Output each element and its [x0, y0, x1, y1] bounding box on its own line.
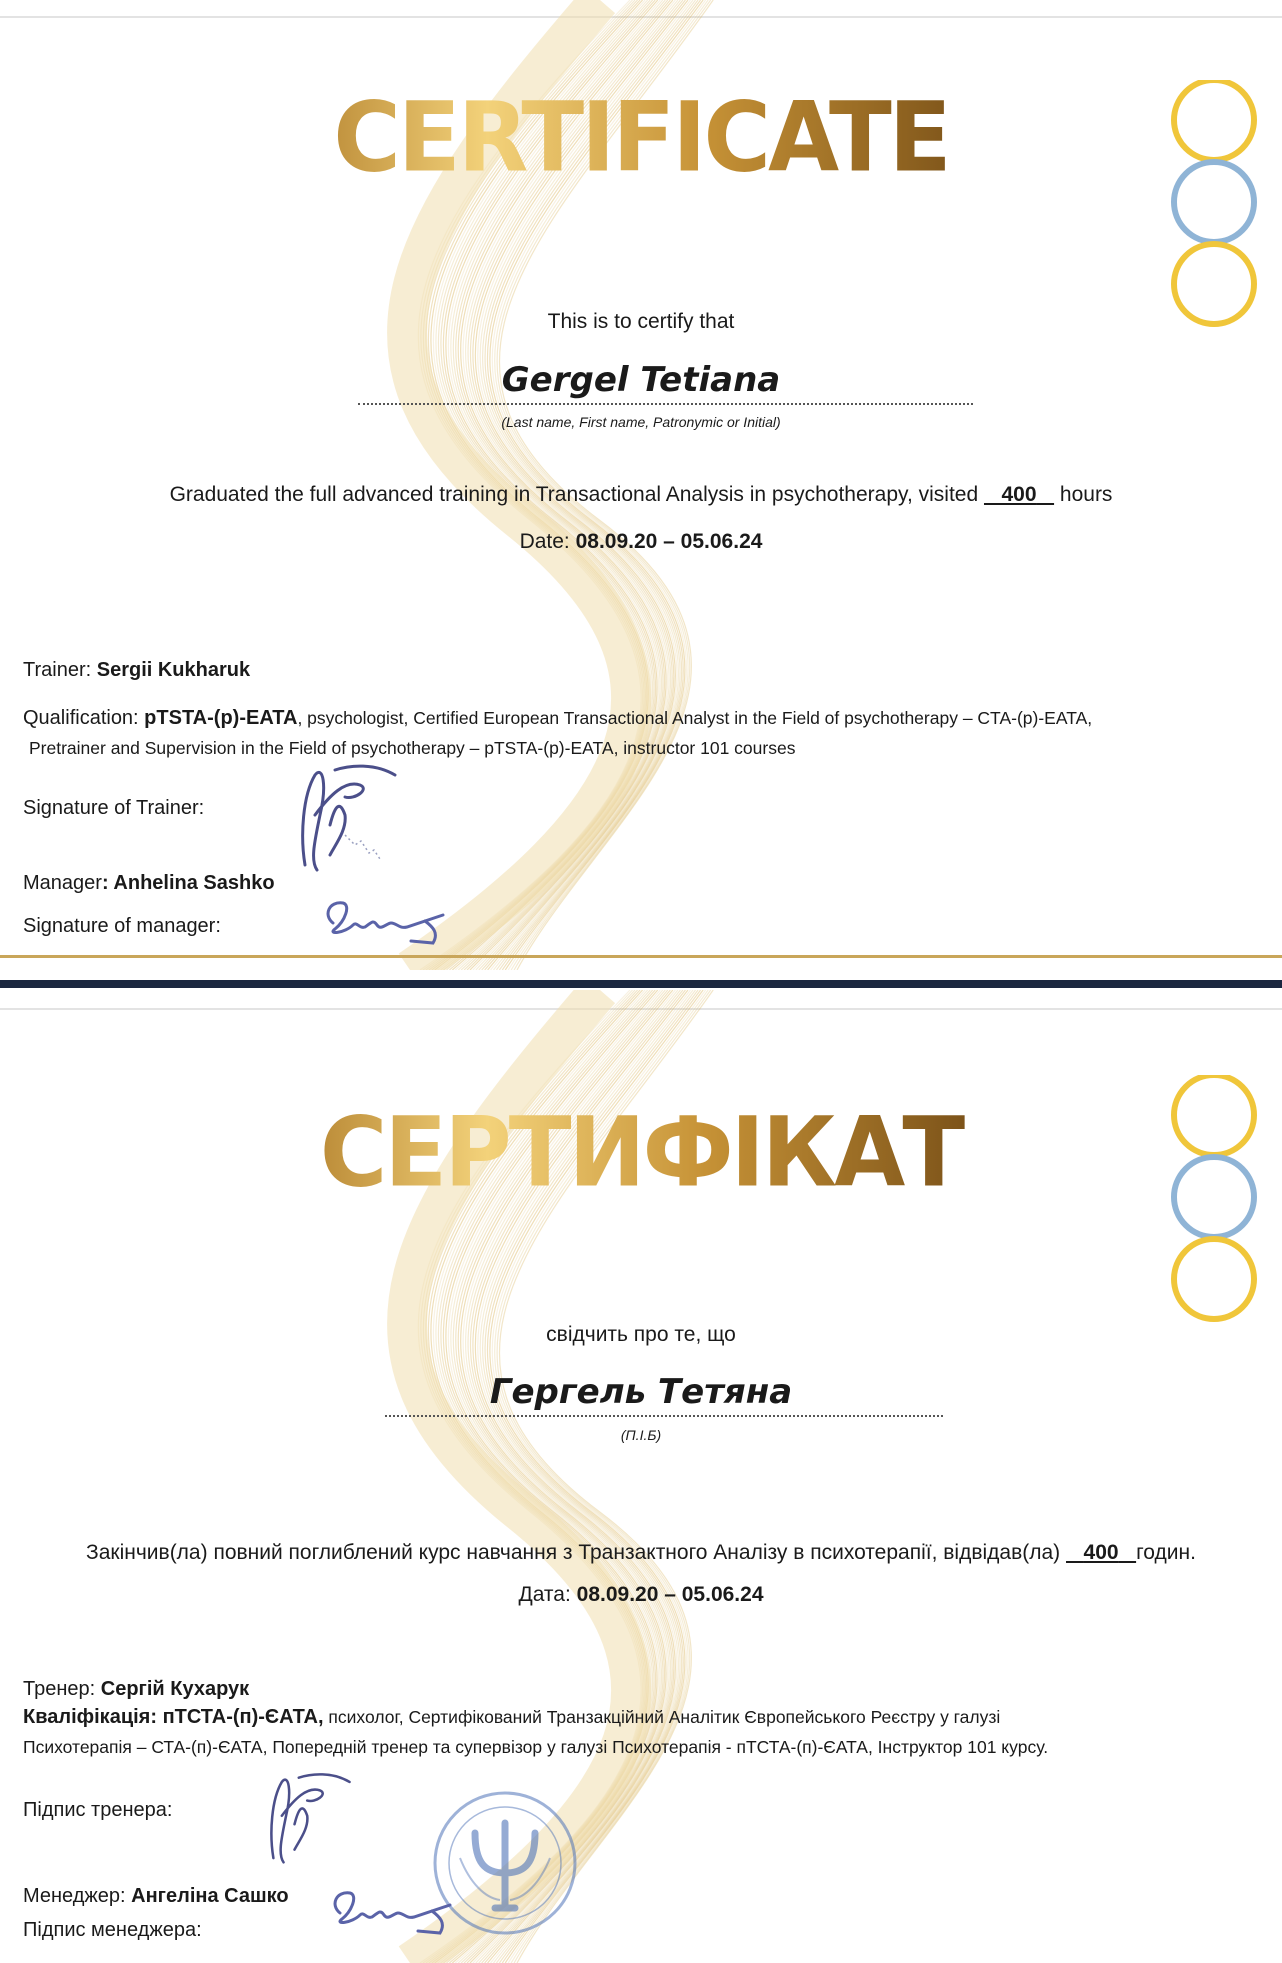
qualification-label: Qualification: — [23, 707, 145, 729]
recipient-name: Gergel Tetiana — [501, 360, 781, 400]
trainer-line — [23, 659, 250, 682]
trainer-name: Сергій Кухарук — [100, 1678, 250, 1700]
certificate-title: СЕРТИФІКАТ — [0, 1105, 1282, 1202]
trainer-signature-label: Signature of Trainer: — [23, 797, 205, 819]
name-hint: (Last name, First name, Patronymic or Initial) — [501, 414, 781, 430]
recipient-name: Гергель Тетяна — [489, 1372, 793, 1412]
trainer-line — [23, 1678, 249, 1701]
name-underline — [358, 403, 973, 405]
trainer-signature — [248, 1765, 358, 1875]
trainer-signature-label: Підпис тренера: — [23, 1799, 173, 1821]
graduated-text: Graduated the full advanced training in Transactional Analysis in psychotherapy, visited — [169, 483, 984, 506]
name-hint: (П.І.Б) — [620, 1427, 662, 1443]
qualification-text-1: психолог, Сертифікований Транзакційний Аналітик Європейського Реєстру у галузі — [323, 1707, 1001, 1727]
manager-line — [23, 872, 275, 895]
manager-signature — [315, 893, 460, 948]
manager-name: : Anhelina Sashko — [101, 872, 275, 894]
qualification-text-2: Психотерапія – СТА-(п)-ЄАТА, Попередній тренер та супервізор у галузі Психотерапія - пТСТА-(п)-ЄАТА, Інструктор 101 курсу. — [23, 1737, 1049, 1757]
certificate-ukrainian — [0, 990, 1282, 1963]
qualification-title: pTSTA-(p)-EATA — [144, 707, 298, 729]
top-rule — [0, 16, 1282, 18]
qualification-block — [23, 1702, 1253, 1762]
qualification-title: пТСТА-(п)-ЄАТА, — [162, 1706, 324, 1728]
hours-value: 400 — [1083, 1541, 1119, 1564]
qualification-label: Кваліфікація: — [23, 1706, 163, 1728]
top-rule — [0, 1008, 1282, 1010]
certify-line: This is to certify that — [547, 310, 735, 333]
manager-name: Ангеліна Сашко — [131, 1885, 289, 1907]
graduated-text: Закінчив(ла) повний поглиблений курс навчання з Транзактного Аналізу в психотерапії, відвідав(ла) — [86, 1541, 1067, 1564]
qualification-text-2: Pretrainer and Supervision in the Field of psychotherapy – pTSTA-(p)-EATA, instructor 101 courses — [29, 738, 796, 758]
qualification-block — [23, 703, 1253, 763]
date-value: 08.09.20 – 05.06.24 — [575, 530, 763, 553]
certify-line: свідчить про те, що — [546, 1323, 736, 1346]
certificate-english — [0, 0, 1282, 970]
date-label: Date: — [519, 530, 576, 553]
graduated-line — [0, 483, 1282, 507]
certificate-title: CERTIFICATE — [0, 90, 1282, 187]
trainer-label: Тренер: — [23, 1678, 101, 1700]
name-underline — [385, 1415, 943, 1417]
graduated-line — [0, 1541, 1282, 1565]
manager-label: Manager — [23, 872, 102, 894]
trainer-name: Sergii Kukharuk — [96, 659, 251, 681]
bottom-rule — [0, 955, 1282, 958]
hours-suffix: hours — [1059, 483, 1113, 506]
manager-label: Менеджер: — [23, 1885, 132, 1907]
hours-value: 400 — [1001, 483, 1037, 506]
date-line — [0, 1583, 1282, 1607]
certificate-divider — [0, 980, 1282, 988]
qualification-text-1: , psychologist, Certified European Transactional Analyst in the Field of psychotherapy – CTA-(p)-EATA, — [297, 708, 1093, 728]
manager-line — [23, 1885, 289, 1908]
date-label: Дата: — [518, 1583, 577, 1606]
manager-signature-label: Signature of manager: — [23, 915, 221, 937]
trainer-label: Trainer: — [23, 659, 97, 681]
manager-signature-label: Підпис менеджера: — [23, 1919, 202, 1941]
hours-suffix: годин. — [1136, 1541, 1196, 1564]
date-value: 08.09.20 – 05.06.24 — [576, 1583, 764, 1606]
manager-signature — [322, 1883, 467, 1938]
date-line — [0, 530, 1282, 554]
trainer-signature — [275, 755, 405, 885]
